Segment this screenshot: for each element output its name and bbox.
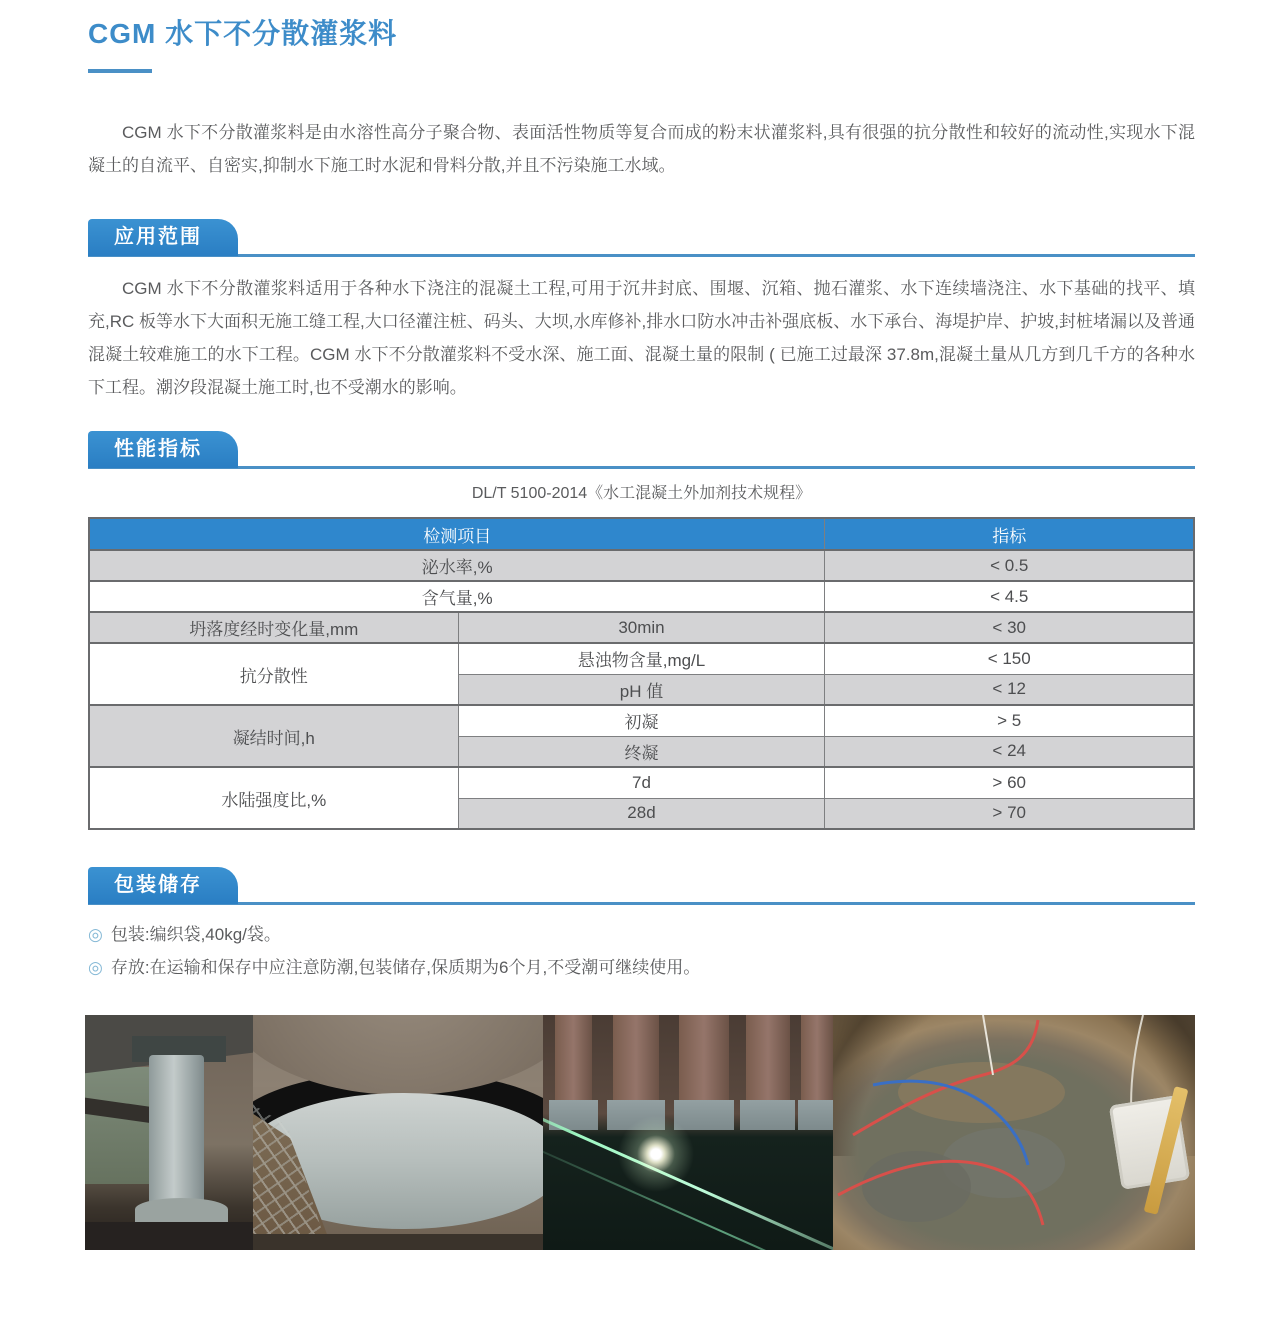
- section-header-packaging: [88, 867, 1195, 905]
- section-header-performance: [88, 431, 1195, 469]
- table-cell-sub: 终凝: [458, 736, 825, 767]
- table-cell-value: < 4.5: [825, 581, 1194, 612]
- table-cell-sub: 28d: [458, 798, 825, 829]
- table-cell-value: > 70: [825, 798, 1194, 829]
- bullseye-icon: ◎: [88, 925, 103, 944]
- list-item: [88, 918, 1195, 951]
- table-row: [89, 705, 1194, 736]
- pier-collar: [740, 1100, 795, 1131]
- section-tab-packaging: 包装储存: [88, 867, 238, 904]
- bullseye-icon: ◎: [88, 958, 103, 977]
- section-rule: [88, 902, 1195, 905]
- packaging-item-text: 包装:编织袋,40kg/袋。: [110, 925, 281, 944]
- table-cell-value: < 30: [825, 612, 1194, 643]
- table-cell-group: 水陆强度比,%: [89, 767, 458, 829]
- table-cell-sub: 7d: [458, 767, 825, 798]
- section-tab-application: 应用范围: [88, 219, 238, 256]
- section-rule: [88, 466, 1195, 469]
- performance-table: [88, 517, 1195, 830]
- section-tab-performance: 性能指标: [88, 431, 238, 468]
- shadow-area: [85, 1222, 253, 1250]
- table-cell-item: 含气量,%: [89, 581, 825, 612]
- table-cell-value: < 150: [825, 643, 1194, 674]
- table-cell-sub: 悬浊物含量,mg/L: [458, 643, 825, 674]
- packaging-list: [88, 918, 1195, 984]
- table-row: [89, 643, 1194, 674]
- photo-bridge-pier-column: [85, 1015, 253, 1250]
- photo-piers-laser-water: [543, 1015, 833, 1250]
- table-cell-sub: 初凝: [458, 705, 825, 736]
- table-row: [89, 581, 1194, 612]
- table-row: [89, 550, 1194, 581]
- table-cell-group: 抗分散性: [89, 643, 458, 705]
- table-cell-value: > 60: [825, 767, 1194, 798]
- table-cell-value: > 5: [825, 705, 1194, 736]
- intro-paragraph: CGM 水下不分散灌浆料是由水溶性高分子聚合物、表面活性物质等复合而成的粉末状灌浆料,具有很强的抗分散性和较好的流动性,实现水下混凝土的自流平、自密实,抑制水下施工时水泥和骨料分散,并且不污染施工水域。: [88, 123, 1195, 175]
- section-header-application: [88, 219, 1195, 257]
- table-header-row: [89, 518, 1194, 550]
- page-title: CGM 水下不分散灌浆料: [88, 18, 398, 49]
- list-item: [88, 951, 1195, 984]
- table-row: [89, 767, 1194, 798]
- table-cell-group: 凝结时间,h: [89, 705, 458, 767]
- application-paragraph: CGM 水下不分散灌浆料适用于各种水下浇注的混凝土工程,可用于沉井封底、围堰、沉箱、抛石灌浆、水下连续墙浇注、水下基础的找平、填充,RC 板等水下大面积无施工缝工程,大口径灌注桩、码头、大坝,水库修补,排水口防水冲击补强底板、水下承台、海堤护岸、护坡,封桩堵漏以及普通混凝土较难施工的水下工程。CGM 水下不分散灌浆料不受水深、施工面、混凝土量的限制 ( 已施工过最深 37.8m,混凝土量从几方到几千方的各种水下工程。潮汐段混凝土施工时,也不受潮水的影响。: [88, 279, 1195, 397]
- photo-pier-base-closeup: [253, 1015, 543, 1250]
- packaging-item-text: 存放:在运输和保存中应注意防潮,包装储存,保质期为6个月,不受潮可继续使用。: [110, 958, 701, 977]
- table-cell-item: 泌水率,%: [89, 550, 825, 581]
- table-header-item: 检测项目: [89, 518, 825, 550]
- table-row: [89, 612, 1194, 643]
- work-light-glow: [607, 1114, 706, 1194]
- photo-strip: [85, 1015, 1195, 1250]
- shadow-area: [253, 1234, 543, 1250]
- photo-caisson-interior: [833, 1015, 1195, 1250]
- table-cell-sub: 30min: [458, 612, 825, 643]
- table-cell-value: < 12: [825, 674, 1194, 705]
- table-cell-sub: pH 值: [458, 674, 825, 705]
- pier-collar: [798, 1100, 833, 1131]
- title-underline: [88, 69, 152, 73]
- standard-caption: DL/T 5100-2014《水工混凝土外加剂技术规程》: [471, 485, 812, 502]
- table-cell-item: 坍落度经时变化量,mm: [89, 612, 458, 643]
- table-header-value: 指标: [825, 518, 1194, 550]
- table-cell-value: < 24: [825, 736, 1194, 767]
- table-cell-value: < 0.5: [825, 550, 1194, 581]
- section-rule: [88, 254, 1195, 257]
